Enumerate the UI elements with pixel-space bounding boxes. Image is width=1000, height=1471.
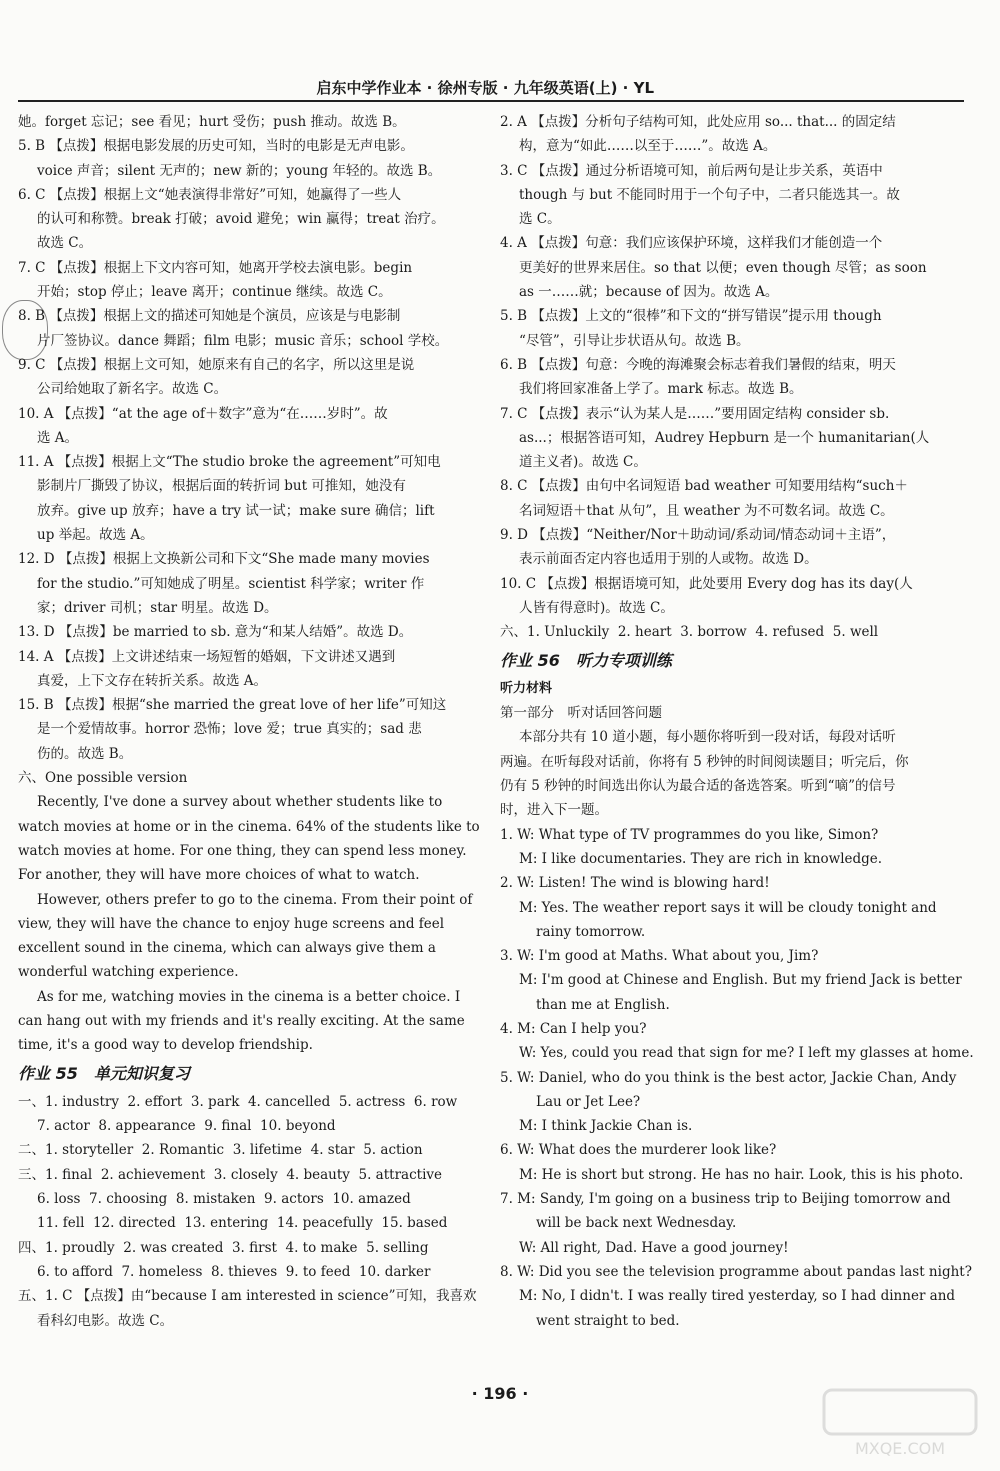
text-line: 6. B 【点拨】句意：今晚的海滩聚会标志着我们暑假的结束，明天 (500, 356, 896, 373)
answer-line: 二、1. storyteller 2. Romantic 3. lifetime 4. star 5. action (18, 1142, 423, 1159)
text-line: 的认可和称赞。break 打破；avoid 避免；win 赢得；treat 治疗。 (37, 211, 445, 228)
text-line: As for me, watching movies in the cinema is a better choice. I (37, 988, 461, 1005)
dialogue-line: M: No, I didn't. I was really tired yesterday, so I had dinner and (519, 1288, 956, 1305)
dialogue-line: 3. W: I'm good at Maths. What about you, Jim? (500, 948, 819, 965)
text-line: For another, they will have more choices of what to watch. (18, 867, 420, 884)
text-line: 道主义者)。故选 C。 (519, 454, 647, 471)
text-line: watch movies at home. For one thing, they can spend less money. (18, 842, 467, 859)
page-header (18, 74, 964, 102)
text-line: 家；driver 司机；star 明星。故选 D。 (37, 599, 278, 616)
text-line: 8. C 【点拨】由句中名词短语 bad weather 可知要用结构“such＋ (500, 478, 908, 495)
answer-line: 五、1. C 【点拨】由“because I am interested in science”可知，我喜欢 (18, 1288, 477, 1305)
text-line: as...；根据答语可知，Audrey Hepburn 是一个 humanitarian(人 (519, 429, 930, 446)
dialogue-line: 1. W: What type of TV programmes do you like, Simon? (500, 826, 879, 843)
dialogue-line: 2. W: Listen! The wind is blowing hard! (500, 875, 770, 892)
answer-line: 看科幻电影。故选 C。 (37, 1312, 174, 1329)
text-line: 11. A 【点拨】根据上文“The studio broke the agreement”可知电 (18, 454, 441, 471)
watermark-logo (820, 1386, 980, 1461)
dialogue-line: 4. M: Can I help you? (500, 1020, 647, 1037)
text-line: 她。forget 忘记；see 看见；hurt 受伤；push 推动。故选 B。 (18, 114, 406, 130)
dialogue-line: rainy tomorrow. (536, 923, 646, 940)
text-line: as 一……就；because of 因为。故选 A。 (519, 284, 779, 301)
text-line: watch movies at home or in the cinema. 64% of the students like to (18, 818, 480, 835)
text-line: Recently, I've done a survey about whether students like to (37, 794, 443, 811)
subheading-listening-material: 听力材料 (500, 680, 553, 696)
dialogue-line: 5. W: Daniel, who do you think is the best actor, Jackie Chan, Andy (500, 1069, 957, 1086)
answer-line: 四、1. proudly 2. was created 3. first 4. to make 5. selling (18, 1239, 429, 1256)
dialogue-line: will be back next Wednesday. (536, 1215, 737, 1232)
text-line: wonderful watching experience. (18, 964, 239, 981)
watermark-text: MXQE.COM (854, 1439, 946, 1458)
text-line: 六、One possible version (18, 770, 188, 787)
text-line: up 举起。故选 A。 (37, 527, 154, 544)
dialogue-line: M: He is short but strong. He has no hair. Look, this is his photo. (519, 1166, 964, 1183)
text-line: 选 C。 (519, 211, 561, 228)
answer-line: 6. loss 7. choosing 8. mistaken 9. actors 10. amazed (37, 1191, 411, 1208)
text-line: 7. C 【点拨】表示“认为某人是……”要用固定结构 consider sb. (500, 405, 890, 422)
text-line: voice 声音；silent 无声的；new 新的；young 年轻的。故选 B。 (37, 162, 442, 179)
dialogue-line: M: I'm good at Chinese and English. But my friend Jack is better (519, 972, 962, 989)
text-line: 名词短语＋that 从句”，且 weather 为不可数名词。故选 C。 (519, 502, 894, 519)
text-line: 15. B 【点拨】根据“she married the great love of her life”可知这 (18, 697, 447, 714)
text-line: 14. A 【点拨】上文讲述结束一场短暂的婚姻，下文讲述又遇到 (18, 648, 396, 665)
text-line: 7. C 【点拨】根据上下文内容可知，她离开学校去演电影。begin (18, 259, 413, 276)
text-line: 选 A。 (37, 429, 79, 446)
page-number: · 196 · (471, 1384, 529, 1403)
text-line: 人皆有得意时)。故选 C。 (519, 599, 674, 616)
text-line: “尽管”，引导让步状语从句。故选 B。 (519, 332, 750, 349)
part-heading: 第一部分 听对话回答问题 (500, 705, 662, 722)
text-line: 5. B 【点拨】上文的“很棒”和下文的“拼写错误”提示用 though (500, 308, 882, 325)
text-line: view, they will have the chance to enjoy huge screens and feel (18, 915, 445, 932)
dialogue-line: went straight to bed. (536, 1312, 680, 1329)
text-line: 构，意为“如此……以至于……”。故选 A。 (519, 138, 777, 155)
answer-line: 一、1. industry 2. effort 3. park 4. cancelled 5. actress 6. row (18, 1093, 458, 1110)
text-line: 影制片厂撕毁了协议，根据后面的转折词 but 可推知，她没有 (37, 478, 406, 495)
text-line: 13. D 【点拨】be married to sb. 意为“和某人结婚”。故选 D。 (18, 624, 413, 641)
text-line: 9. D 【点拨】“Neither/Nor＋助动词/系动词/情态动词＋主语”， (500, 527, 896, 544)
text-line: 放弃。give up 放弃；have a try 试一试；make sure 确信；lift (37, 502, 435, 519)
text-line: 6. C 【点拨】根据上文“她表演得非常好”可知，她赢得了一些人 (18, 186, 402, 203)
text-line: 12. D 【点拨】根据上文换新公司和下文“She made many movies (18, 551, 430, 568)
text-line: 伤的。故选 B。 (37, 745, 133, 762)
text-line: 4. A 【点拨】句意：我们应该保护环境，这样我们才能创造一个 (500, 235, 883, 252)
text-line: 5. B 【点拨】根据电影发展的历史可知，当时的电影是无声电影。 (18, 138, 414, 155)
answer-line: 7. actor 8. appearance 9. final 10. beyond (37, 1118, 336, 1135)
right-column (500, 110, 974, 1333)
text-line: though 与 but 不能同时用于一个句子中，二者只能选其一。故 (519, 186, 900, 203)
answer-line: 六、1. Unluckily 2. heart 3. borrow 4. refused 5. well (500, 624, 879, 641)
dialogue-line: 7. M: Sandy, I'm going on a business trip to Beijing tomorrow and (500, 1191, 951, 1208)
dialogue-line: W: Yes, could you read that sign for me? I left my glasses at home. (519, 1045, 974, 1062)
section-heading-55: 作业 55 单元知识复习 (18, 1063, 190, 1083)
dialogue-line: than me at English. (536, 996, 670, 1013)
header-title: 启东中学作业本 · 徐州专版 · 九年级英语(上) · YL (316, 79, 654, 97)
text-line: 片厂签协议。dance 舞蹈；film 电影；music 音乐；school 学校。 (37, 332, 449, 349)
instruction-line: 本部分共有 10 道小题，每小题你将听到一段对话，每段对话听 (519, 729, 896, 746)
text-line: 故选 C。 (37, 235, 93, 252)
text-line: 是一个爱情故事。horror 恐怖；love 爱；true 真实的；sad 悲 (37, 721, 422, 738)
dialogue-line: 6. W: What does the murderer look like? (500, 1142, 777, 1159)
text-line: 2. A 【点拨】分析句子结构可知，此处应用 so... that... 的固定结 (500, 114, 896, 130)
answer-line: 三、1. final 2. achievement 3. closely 4. beauty 5. attractive (18, 1166, 443, 1183)
answer-line: 6. to afford 7. homeless 8. thieves 9. to feed 10. darker (37, 1263, 431, 1280)
text-line: 9. C 【点拨】根据上文可知，她原来有自己的名字，所以这里是说 (18, 356, 415, 373)
text-line: 我们将回家准备上学了。mark 标志。故选 B。 (519, 381, 803, 398)
dialogue-line: M: I think Jackie Chan is. (519, 1118, 693, 1135)
instruction-line: 两遍。在听每段对话前，你将有 5 秒钟的时间阅读题目；听完后，你 (500, 753, 909, 770)
text-line: for the studio.”可知她成了明星。scientist 科学家；writer 作 (37, 575, 425, 592)
dialogue-line: Lau or Jet Lee? (536, 1093, 641, 1110)
text-line: 10. C 【点拨】根据语境可知，此处要用 Every dog has its day(人 (500, 575, 913, 592)
text-line: 8. B 【点拨】根据上文的描述可知她是个演员，应该是与电影制 (18, 308, 401, 325)
dialogue-line: M: I like documentaries. They are rich in knowledge. (519, 850, 883, 867)
text-line: 开始；stop 停止；leave 离开；continue 继续。故选 C。 (37, 284, 392, 301)
text-line: 公司给她取了新名字。故选 C。 (37, 381, 228, 398)
instruction-line: 仍有 5 秒钟的时间选出你认为最合适的备选答案。听到“嘀”的信号 (500, 778, 896, 795)
dialogue-line: 8. W: Did you see the television programme about pandas last night? (500, 1263, 972, 1280)
section-heading-56: 作业 56 听力专项训练 (500, 650, 672, 670)
dialogue-line: W: All right, Dad. Have a good journey! (519, 1239, 789, 1256)
text-line: 3. C 【点拨】通过分析语境可知，前后两句是让步关系，英语中 (500, 162, 883, 179)
text-line: 10. A 【点拨】“at the age of＋数字”意为“在……岁时”。故 (18, 405, 388, 422)
left-column (18, 110, 480, 1333)
text-line: excellent sound in the cinema, which can always give them a (18, 940, 436, 957)
text-line: 更美好的世界来居住。so that 以便；even though 尽管；as soon (519, 259, 927, 276)
answer-line: 11. fell 12. directed 13. entering 14. peacefully 15. based (37, 1215, 448, 1232)
text-line: 表示前面否定内容也适用于别的人或物。故选 D。 (519, 551, 818, 568)
text-line: However, others prefer to go to the cinema. From their point of (37, 891, 473, 908)
text-line: time, it's a good way to develop friendship. (18, 1037, 313, 1054)
instruction-line: 时，进入下一题。 (500, 802, 608, 819)
text-line: can hang out with my friends and it's really exciting. At the same (18, 1012, 465, 1029)
dialogue-line: M: Yes. The weather report says it will be cloudy tonight and (519, 899, 937, 916)
text-line: 真爱，上下文存在转折关系。故选 A。 (37, 672, 268, 689)
